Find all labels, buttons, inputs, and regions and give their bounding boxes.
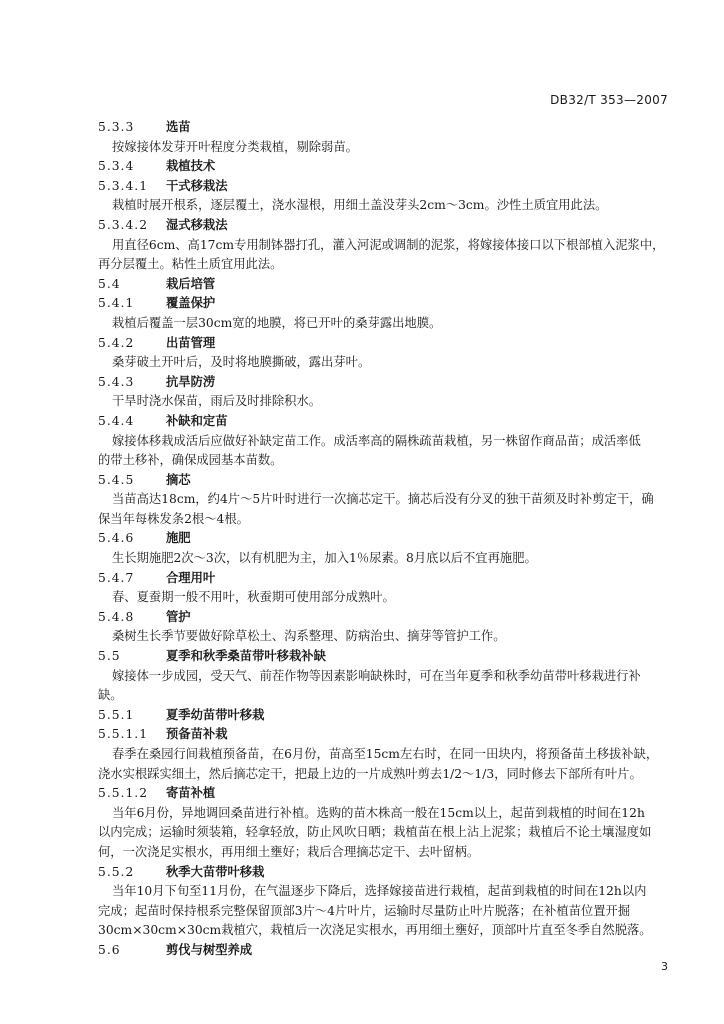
paragraph-continuation: 浇水实根踩实细土，然后摘芯定干，把最上边的一片成熟叶剪去1/2～1/3，同时修去下部所有叶片。 <box>98 766 642 781</box>
section-heading <box>98 157 678 177</box>
paragraph-line: 栽植后覆盖一层30cm宽的地膜，将已开叶的桑芽露出地膜。 <box>112 315 442 330</box>
paragraph-line: 桑树生长季节要做好除草松土、沟系整理、防病治虫、摘芽等管护工作。 <box>112 629 506 644</box>
section-number: 5.3.4 <box>98 159 135 174</box>
paragraph-line: 干旱时浇水保苗，雨后及时排除积水。 <box>112 394 322 409</box>
section-title: 合理用叶 <box>166 570 216 585</box>
section-heading <box>98 275 678 295</box>
paragraph-continuation: 以内完成；运输时须装箱，轻拿轻放，防止风吹日晒；栽植苗在根上沾上泥浆；栽植后不论土壤湿度如 <box>98 825 652 840</box>
section-heading <box>98 529 678 549</box>
section-number: 5.4.4 <box>98 413 135 428</box>
section-heading <box>98 725 678 745</box>
section-heading <box>98 941 678 961</box>
section-heading <box>98 118 678 138</box>
paragraph-continuation: 何，一次浇足实根水，再用细土壅好；栽后合理摘芯定干、去叶留柄。 <box>98 844 480 859</box>
paragraph-line: 生长期施肥2次～3次，以有机肥为主，加入1％尿素。8月底以后不宜再施肥。 <box>112 551 537 566</box>
paragraph-line: 当苗高达18cm，约4片～5片叶时进行一次摘芯定干。摘芯后没有分叉的独干苗须及时补剪定干，确 <box>112 492 654 507</box>
paragraph-line: 春季在桑园行间栽植预备苗，在6月份，苗高至15cm左右时，在同一田块内，将预备苗土移拔补缺， <box>112 747 659 761</box>
section-title: 栽后培管 <box>166 276 216 291</box>
section-number: 5.3.3 <box>98 120 135 134</box>
page-number: 3 <box>661 960 668 973</box>
section-number: 5.4.6 <box>98 531 135 546</box>
section-title: 夏季幼苗带叶移栽 <box>166 707 265 722</box>
section-title: 栽植技术 <box>166 159 216 174</box>
section-title: 预备苗补栽 <box>166 727 228 742</box>
section-number: 5.4 <box>98 276 121 291</box>
section-heading <box>98 294 678 314</box>
section-title: 夏季和秋季桑苗带叶移栽补缺 <box>166 649 326 664</box>
section-number: 5.5 <box>98 649 121 664</box>
section-number: 5.4.8 <box>98 609 135 624</box>
section-heading <box>98 784 678 804</box>
section-heading <box>98 608 678 628</box>
section-heading <box>98 373 678 393</box>
section-title: 施肥 <box>166 531 191 546</box>
section-title: 秋季大苗带叶移栽 <box>166 864 265 879</box>
paragraph-line: 嫁接体一步成园，受天气、前茬作物等因素影响缺株时，可在当年夏季和秋季幼苗带叶移栽进行补 <box>112 668 641 683</box>
section-heading <box>98 334 678 354</box>
section-number: 5.4.5 <box>98 472 135 487</box>
paragraph-continuation: 缺。 <box>98 688 123 703</box>
section-title: 管护 <box>166 609 191 624</box>
paragraph-line: 桑芽破土开叶后，及时将地膜撕破，露出芽叶。 <box>112 355 371 370</box>
section-heading <box>98 706 678 726</box>
section-heading <box>98 471 678 491</box>
standard-code: DB32/T 353—2007 <box>550 93 668 107</box>
section-title: 剪伐与树型养成 <box>166 942 253 957</box>
document-body <box>98 118 678 961</box>
paragraph-line: 用直径6cm、高17cm专用制钵器打孔，灌入河泥或调制的泥浆，将嫁接体接口以下根部植入泥浆中， <box>112 237 665 252</box>
paragraph-line: 当年10月下旬至11月份，在气温逐步下降后，选择嫁接苗进行栽植，起苗到栽植的时间在12h以内 <box>112 884 647 899</box>
section-number: 5.6 <box>98 942 121 957</box>
section-number: 5.4.7 <box>98 570 135 585</box>
section-number: 5.4.3 <box>98 374 135 389</box>
section-title: 覆盖保护 <box>166 296 216 311</box>
section-number: 5.3.4.1 <box>98 178 149 193</box>
section-title: 干式移栽法 <box>166 178 228 193</box>
section-heading <box>98 647 678 667</box>
section-heading <box>98 863 678 883</box>
section-title: 寄苗补植 <box>166 786 216 801</box>
paragraph-line: 嫁接体移栽成活后应做好补缺定苗工作。成活率高的隔株疏苗栽植，另一株留作商品苗；成活率低 <box>112 433 641 448</box>
paragraph-continuation: 30cm×30cm×30cm栽植穴，栽植后一次浇足实根水，再用细土壅好，顶部叶片直至冬季自然脱落。 <box>98 923 652 938</box>
paragraph-continuation: 完成；起苗时保持根系完整保留顶部3片～4片叶片，运输时尽量防止叶片脱落；在补植苗位置开掘 <box>98 903 631 918</box>
section-number: 5.4.2 <box>98 335 135 350</box>
section-number: 5.5.1.2 <box>98 786 149 801</box>
section-heading <box>98 177 678 197</box>
section-title: 抗旱防涝 <box>166 374 216 389</box>
paragraph-line: 按嫁接体发芽开叶程度分类栽植，剔除弱苗。 <box>112 139 358 154</box>
paragraph-line: 春、夏蚕期一般不用叶，秋蚕期可使用部分成熟叶。 <box>112 590 395 605</box>
section-number: 5.5.2 <box>98 864 135 879</box>
section-title: 出苗管理 <box>166 335 216 350</box>
paragraph-line: 栽植时展开根系，逐层覆土，浇水湿根，用细土盖没芽头2cm～3cm。沙性土质宜用此法。 <box>112 198 608 213</box>
section-title: 补缺和定苗 <box>166 413 228 428</box>
paragraph-continuation: 保当年每株发条2根～4根。 <box>98 511 249 526</box>
section-title: 摘芯 <box>166 472 191 487</box>
paragraph-continuation: 的带土移补，确保成园基本苗数。 <box>98 453 283 468</box>
section-number: 5.5.1 <box>98 707 135 722</box>
section-number: 5.3.4.2 <box>98 217 149 232</box>
paragraph-line: 当年6月份，异地调回桑苗进行补植。选购的苗木株高一般在15cm以上，起苗到栽植的时间在12h <box>112 805 645 820</box>
section-number: 5.5.1.1 <box>98 727 149 742</box>
section-title: 选苗 <box>166 120 191 134</box>
section-heading <box>98 412 678 432</box>
section-heading <box>98 569 678 589</box>
section-title: 湿式移栽法 <box>166 217 228 232</box>
section-number: 5.4.1 <box>98 296 135 311</box>
section-heading <box>98 216 678 236</box>
paragraph-continuation: 再分层覆土。粘性土质宜用此法。 <box>98 257 283 272</box>
